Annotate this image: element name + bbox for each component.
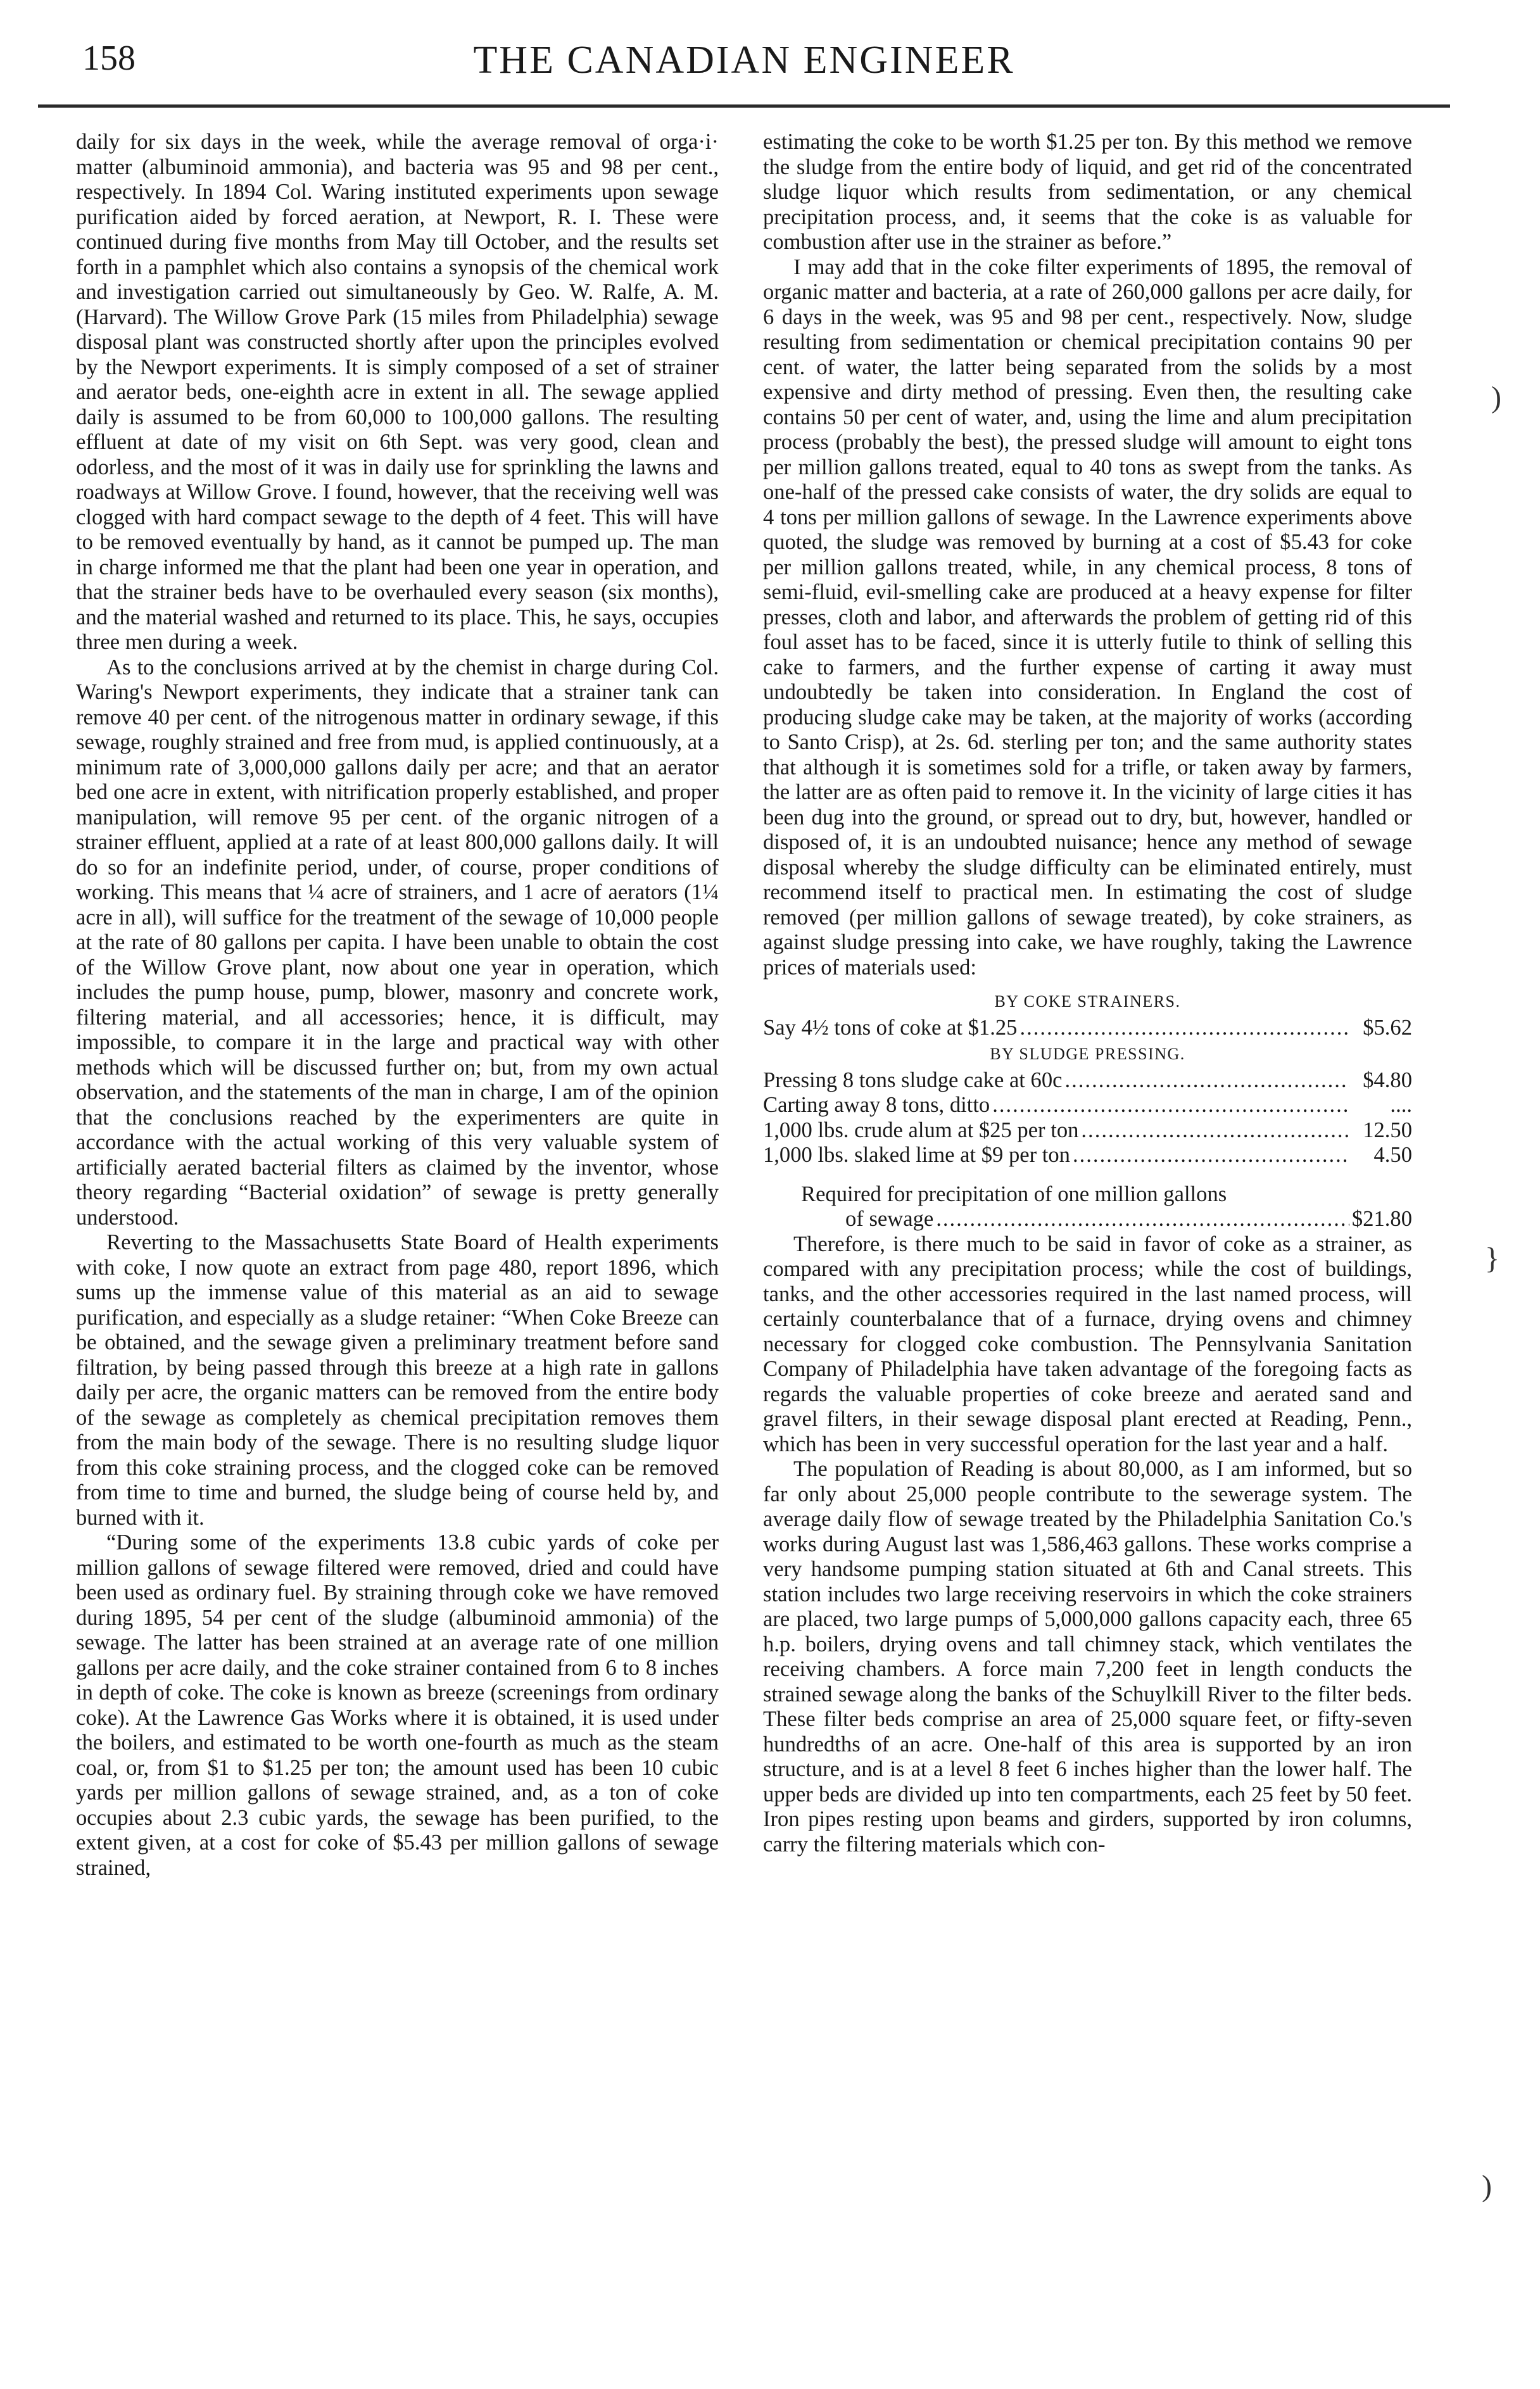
right-paragraph-3: Therefore, is there much to be said in favor of coke as a strainer, as compared with any precipitation process; while the cost of buildings, tanks, and the other accessories required in the last named process, will certainly counterbalance that of a furnace, drying ovens and chimney necessary for clogged coke combustion. The Pennsylvania Sanitation Company of Philadelphia have taken advantage of the foregoing facts as regards the valuable properties of coke breeze and aerated sand and gravel filters, in their sewage disposal plant erected at Reading, Penn., which has been in very successful operation for the last year and a half. xyxy=(763,1232,1412,1456)
left-paragraph-4: “During some of the experiments 13.8 cubic yards of coke per million gallons of sewage filtered were removed, dried and could have been used as ordinary fuel. By straining through coke we have removed during 1895, 54 per cent of the sludge (albuminoid ammonia) of the sewage. The latter has been strained at an average rate of one million gallons per acre daily, and the coke strainer contained from 6 to 8 inches in depth of coke. The coke is known as breeze (screenings from ordinary coke). At the Lawrence Gas Works where it is obtained, it is used under the boilers, and estimated to be worth one-fourth as much as the steam coal, or, from $1 to $1.25 per ton; the amount used has been 10 cubic yards per million gallons of sewage strained, and, as a ton of coke occupies about 2.3 cubic yards, the sewage has been purified, to the extent given, at a cost for coke of $5.43 per million gallons of sewage strained, xyxy=(76,1530,719,1880)
cost-row-amount: $4.80 xyxy=(1363,1068,1412,1092)
cost-row xyxy=(763,1068,1412,1094)
cost-row-amount: 12.50 xyxy=(1363,1118,1412,1142)
cost-row xyxy=(763,1093,1412,1118)
leader-dots xyxy=(1081,1118,1349,1144)
total-amount: $21.80 xyxy=(1351,1207,1412,1231)
total-label: of sewage xyxy=(845,1207,934,1231)
cost-row-label: Carting away 8 tons, ditto xyxy=(763,1093,990,1117)
cost-row-label: Say 4½ tons of coke at $1.25 xyxy=(763,1015,1018,1040)
left-column xyxy=(76,130,719,1881)
total-block xyxy=(763,1182,1412,1232)
right-column xyxy=(763,130,1412,1857)
leader-dots xyxy=(1019,1016,1349,1041)
cost-section-heading-coke: BY COKE STRAINERS. xyxy=(994,992,1181,1011)
cost-comparison-table xyxy=(763,989,1412,1168)
page-number: 158 xyxy=(82,39,136,78)
right-paragraph-4: The population of Reading is about 80,000, as I am informed, but so far only about 25,000 people contribute to the sewerage system. The average daily flow of sewage treated by the Philadelphia Sanitation Co.'s works during August last was 1,586,463 gallons. These works comprise a very handsome pumping station situated at 6th and Canal streets. This station includes two large receiving reservoirs in which the coke strainers are placed, two large pumps of 5,000,000 gallons capacity each, three 65 h.p. boilers, drying ovens and tall chimney stack, which ventilates the receiving chambers. A force main 7,200 feet in length conducts the strained sewage along the banks of the Schuylkill River to the filter beds. These filter beds comprise an area of 25,000 square feet, or fifty-seven hundredths of an acre. One-half of this area is supported by an iron structure, and is at a level 8 feet 6 inches higher than the lower half. The upper beds are divided up into ten compartments, each 25 feet by 50 feet. Iron pipes resting upon beams and girders, supported by iron columns, carry the filtering materials which con- xyxy=(763,1457,1412,1856)
header-rule xyxy=(38,104,1450,108)
leader-dots xyxy=(1073,1143,1349,1168)
cost-row-amount: $5.62 xyxy=(1363,1015,1412,1040)
total-line-2 xyxy=(763,1207,1412,1232)
cost-row xyxy=(763,1016,1412,1041)
leader-dots xyxy=(992,1093,1349,1118)
leader-dots xyxy=(1064,1068,1349,1094)
left-paragraph-1: daily for six days in the week, while the average removal of orga·i· matter (albuminoid ammonia), and bacteria was 95 and 98 per cent., respectively. In 1894 Col. Waring instituted experiments upon sewage purification aided by forced aeration, at Newport, R. I. These were continued during five months from May till October, and the results set forth in a pamphlet which also contains a synopsis of the chemical work and investigation carried out simultaneously by Geo. W. Ralfe, A. M. (Harvard). The Willow Grove Park (15 miles from Philadelphia) sewage disposal plant was constructed shortly after upon the principles evolved by the Newport experiments. It is simply composed of a set of strainer and aerator beds, one-eighth acre in extent in all. The sewage applied daily is assumed to be from 60,000 to 100,000 gallons. The resulting effluent at date of my visit on 6th Sept. was very good, clean and odorless, and the most of it was in daily use for sprinkling the lawns and roadways at Willow Grove. I found, however, that the receiving well was clogged with hard compact sewage to the depth of 4 feet. This will have to be removed eventually by hand, as it cannot be pumped up. The man in charge informed me that the plant had been one year in operation, and that the strainer beds have to be overhauled every season (six months), and the material washed and returned to its place. This, he says, occupies three men during a week. xyxy=(76,130,719,654)
right-paragraph-2: I may add that in the coke filter experiments of 1895, the removal of organic matter and bacteria, at a rate of 260,000 gallons per acre daily, for 6 days in the week, was 95 and 98 per cent., respectively. Now, sludge resulting from sedimentation or chemical precipitation contains 90 per cent. of water, the latter being separated from the solids by a most expensive and dirty method of pressing. Even then, the resulting cake contains 50 per cent of water, and, using the lime and alum precipitation process (probably the best), the pressed sludge will amount to eight tons per million gallons treated, equal to 40 tons as swept from the tanks. As one-half of the pressed cake consists of water, the dry solids are equal to 4 tons per million gallons of sewage. In the Lawrence experiments above quoted, the sludge was removed by burning at a cost of $5.43 for coke per million gallons treated, while, in any chemical process, 8 tons of semi-fluid, evil-smelling cake are produced at a heavy expense for filter presses, cloth and labor, and afterwards the problem of getting rid of this foul asset has to be faced, since it is utterly futile to think of selling this cake to farmers, and the further expense of carting it away must undoubtedly be taken into consideration. In England the cost of producing sludge cake may be taken, at the majority of works (according to Santo Crisp), at 2s. 6d. sterling per ton; and the same authority states that although it is sometimes sold for a trifle, or taken away by farmers, the latter are as often paid to remove it. In the vicinity of large cities it has been dug into the ground, or spread out to dry, but, however, handled or disposed of, it is an undoubted nuisance; hence any method of sewage disposal whereby the sludge difficulty can be eliminated entirely, must recommend itself to practical men. In estimating the cost of sludge removed (per million gallons of sewage treated), by coke strainers, as against sludge pressing into cake, we have roughly, taking the Lawrence prices of materials used: xyxy=(763,255,1412,980)
cost-row-amount: .... xyxy=(1390,1093,1412,1117)
margin-mark: } xyxy=(1485,1242,1500,1275)
cost-row xyxy=(763,1118,1412,1144)
total-line-1: Required for precipitation of one million gallons xyxy=(801,1182,1227,1206)
left-paragraph-2: As to the conclusions arrived at by the chemist in charge during Col. Waring's Newport experiments, they indicate that a strainer tank can remove 40 per cent. of the nitrogenous matter in ordinary sewage, if this sewage, roughly strained and free from mud, is applied continuously, at a minimum rate of 3,000,000 gallons daily per acre; and that an aerator bed one acre in extent, with nitrification properly established, and proper manipulation, will remove 95 per cent. of the organic nitrogen of a strainer effluent, applied at a rate of at least 800,000 gallons daily. It will do so for an indefinite period, under, of course, proper conditions of working. This means that ¼ acre of strainers, and 1 acre of aerators (1¼ acre in all), will suffice for the treatment of the sewage of 10,000 people at the rate of 80 gallons per capita. I have been unable to obtain the cost of the Willow Grove plant, now about one year in operation, which includes the pump house, pump, blower, masonry and concrete work, filtering material, and all accessories; hence, it is difficult, may impossible, to compare it in the large and practical way with other methods which will be discussed further on; but, from my own actual observation, and the statements of the man in charge, I am of the opinion that the conclusions reached by the experimenters are quite in accordance with the actual working of this very valuable system of artificially aerated bacterial filters as claimed by the inventor, whose theory regarding “Bacterial oxidation” of sewage is pretty generally understood. xyxy=(76,655,719,1230)
leader-dots xyxy=(936,1207,1349,1232)
cost-section-heading-pressing: BY SLUDGE PRESSING. xyxy=(990,1045,1185,1063)
margin-mark: ) xyxy=(1491,381,1501,414)
page-header xyxy=(38,38,1450,114)
right-paragraph-1: estimating the coke to be worth $1.25 per ton. By this method we remove the sludge from the entire body of liquid, and get rid of the concentrated sludge liquor which results from sedimentation, or any chemical precipitation process, and, it seems that the coke is as valuable for combustion after use in the strainer as before.” xyxy=(763,130,1412,254)
left-paragraph-3: Reverting to the Massachusetts State Board of Health experiments with coke, I now quote an extract from page 480, report 1896, which sums up the immense value of this material as an aid to sewage purification, and especially as a sludge retainer: “When Coke Breeze can be obtained, and the sewage given a preliminary treatment before sand filtration, by being passed through this breeze at a high rate in gallons daily per acre, the organic matters can be removed from the entire body of the sewage as completely as chemical precipitation removes them from the main body of the sewage. There is no resulting sludge liquor from this coke straining process, and the clogged coke can be removed from time to time and burned, the sludge being of course held by, and burned with it. xyxy=(76,1230,719,1530)
cost-row-label: 1,000 lbs. crude alum at $25 per ton xyxy=(763,1118,1079,1142)
cost-row xyxy=(763,1143,1412,1168)
margin-mark: ) xyxy=(1482,2169,1492,2203)
cost-row-label: 1,000 lbs. slaked lime at $9 per ton xyxy=(763,1143,1070,1167)
cost-row-amount: 4.50 xyxy=(1373,1143,1412,1167)
journal-title: THE CANADIAN ENGINEER xyxy=(473,39,1015,82)
cost-row-label: Pressing 8 tons sludge cake at 60c xyxy=(763,1068,1063,1092)
